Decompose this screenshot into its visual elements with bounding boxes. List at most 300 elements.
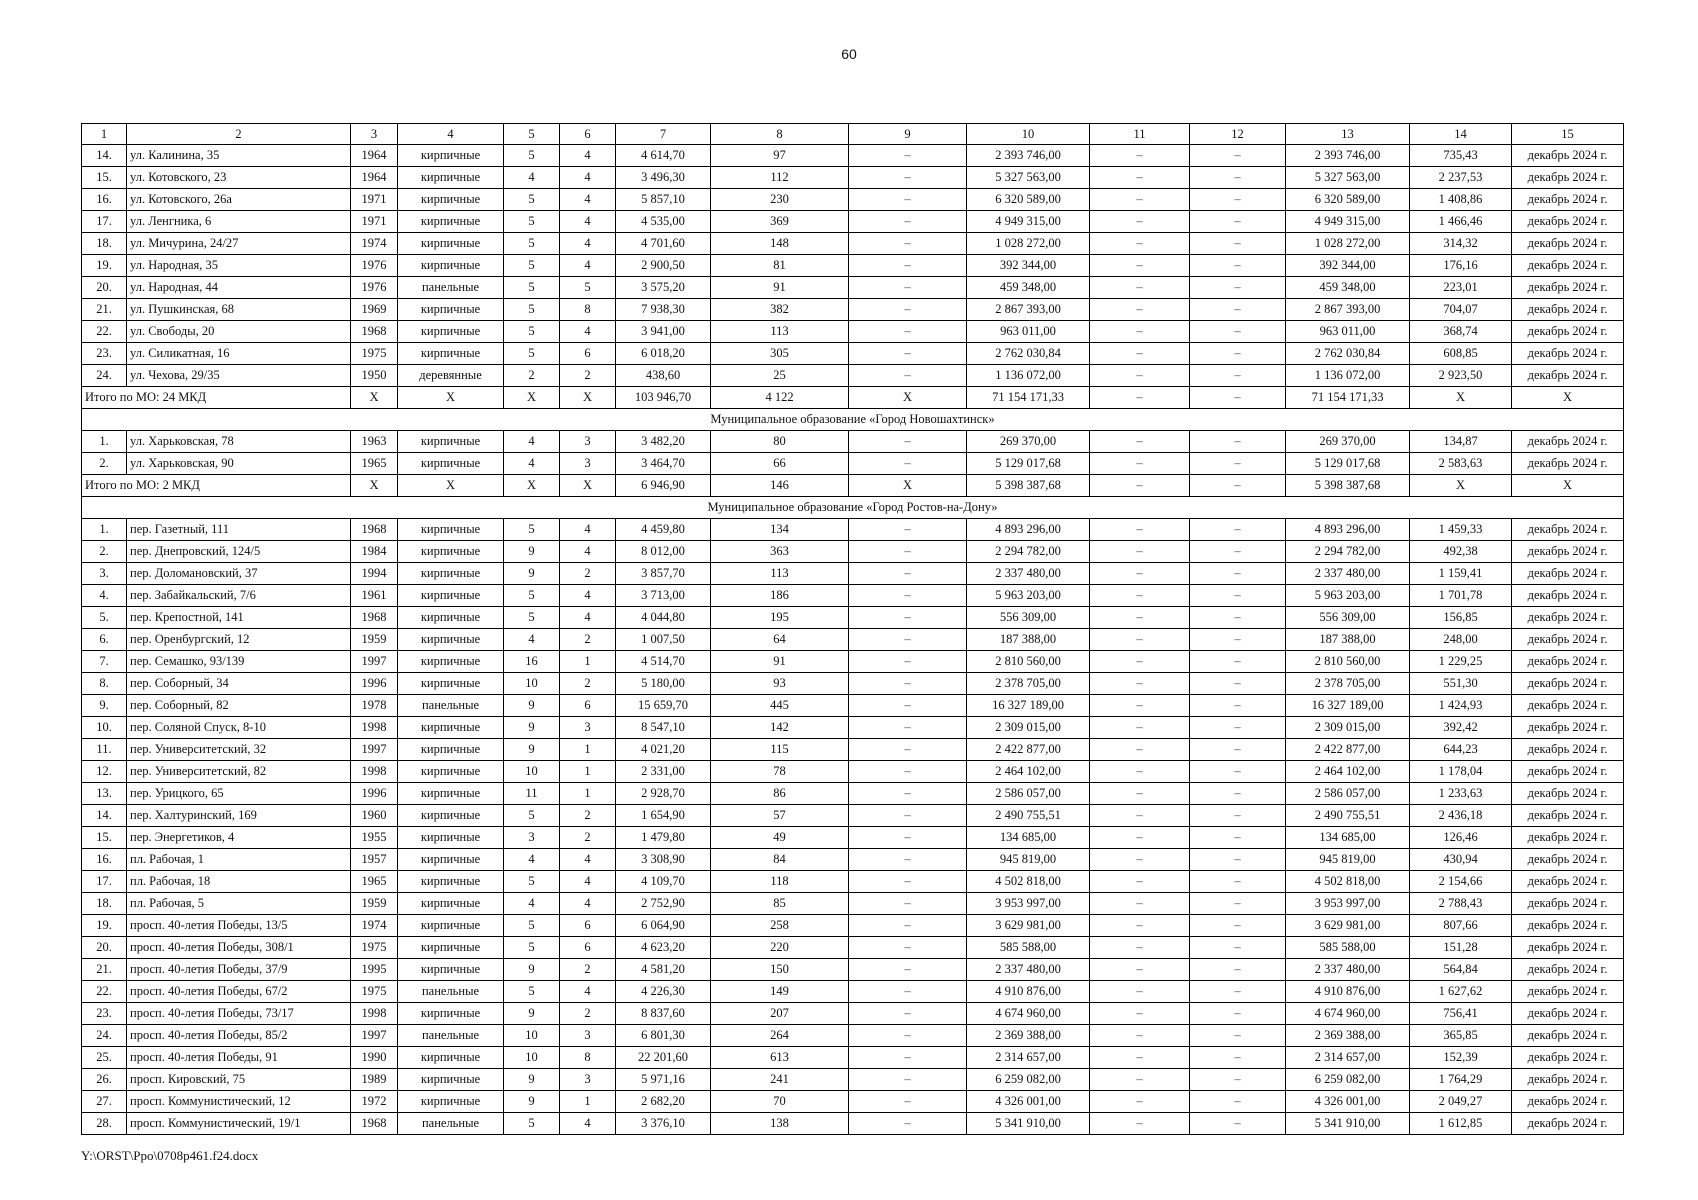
table-cell: кирпичные	[398, 783, 504, 805]
table-cell: –	[1190, 871, 1286, 893]
table-cell: 5	[504, 805, 560, 827]
table-row	[82, 431, 1624, 453]
table-cell: декабрь 2024 г.	[1512, 233, 1624, 255]
table-cell: 138	[711, 1113, 849, 1135]
table-cell: –	[1090, 189, 1190, 211]
table-row	[82, 1003, 1624, 1025]
table-cell: кирпичные	[398, 893, 504, 915]
table-row	[82, 277, 1624, 299]
table-row	[82, 937, 1624, 959]
table-row	[82, 915, 1624, 937]
table-cell: –	[1090, 167, 1190, 189]
table-cell: 4 581,20	[616, 959, 711, 981]
table-cell: –	[1090, 1069, 1190, 1091]
table-cell: 4 674 960,00	[1286, 1003, 1410, 1025]
table-cell: 6	[560, 915, 616, 937]
table-cell: 1 007,50	[616, 629, 711, 651]
table-cell: 1974	[351, 233, 398, 255]
table-cell: 1996	[351, 783, 398, 805]
table-cell: пер. Днепровский, 124/5	[127, 541, 351, 563]
table-cell: 1.	[82, 431, 127, 453]
table-cell: пер. Халтуринский, 169	[127, 805, 351, 827]
table-cell: –	[1190, 585, 1286, 607]
table-cell: 2	[560, 959, 616, 981]
table-cell: 142	[711, 717, 849, 739]
table-cell: 3	[504, 827, 560, 849]
table-cell: 4 326 001,00	[967, 1091, 1090, 1113]
table-cell: кирпичные	[398, 233, 504, 255]
table-cell: декабрь 2024 г.	[1512, 651, 1624, 673]
table-cell: –	[1190, 1047, 1286, 1069]
total-cell: X	[1512, 475, 1624, 497]
table-cell: –	[1190, 563, 1286, 585]
table-cell: –	[1190, 519, 1286, 541]
table-cell: 8 837,60	[616, 1003, 711, 1025]
table-cell: 4	[560, 849, 616, 871]
table-cell: 187 388,00	[967, 629, 1090, 651]
table-cell: 269 370,00	[1286, 431, 1410, 453]
table-cell: 1965	[351, 871, 398, 893]
table-cell: 4 893 296,00	[1286, 519, 1410, 541]
section-heading-row	[82, 409, 1624, 431]
table-cell: 2 867 393,00	[967, 299, 1090, 321]
table-cell: 258	[711, 915, 849, 937]
column-number-header: 13	[1286, 124, 1410, 145]
table-cell: 3 496,30	[616, 167, 711, 189]
table-cell: –	[1090, 805, 1190, 827]
table-cell: 15.	[82, 167, 127, 189]
table-cell: 14.	[82, 805, 127, 827]
table-cell: 1971	[351, 211, 398, 233]
table-cell: декабрь 2024 г.	[1512, 1047, 1624, 1069]
table-cell: 186	[711, 585, 849, 607]
table-cell: пер. Забайкальский, 7/6	[127, 585, 351, 607]
table-cell: 148	[711, 233, 849, 255]
table-cell: 6 320 589,00	[1286, 189, 1410, 211]
table-cell: 5	[504, 981, 560, 1003]
table-cell: декабрь 2024 г.	[1512, 607, 1624, 629]
table-cell: –	[1190, 453, 1286, 475]
table-body	[82, 124, 1624, 1135]
table-cell: кирпичные	[398, 1091, 504, 1113]
table-cell: 1968	[351, 1113, 398, 1135]
table-cell: кирпичные	[398, 827, 504, 849]
table-cell: 2 752,90	[616, 893, 711, 915]
table-cell: кирпичные	[398, 541, 504, 563]
table-row	[82, 1069, 1624, 1091]
table-row	[82, 827, 1624, 849]
table-cell: 1 654,90	[616, 805, 711, 827]
table-cell: 9	[504, 695, 560, 717]
table-cell: кирпичные	[398, 453, 504, 475]
column-number-header-row	[82, 124, 1624, 145]
table-cell: –	[849, 343, 967, 365]
table-cell: –	[1090, 299, 1190, 321]
table-cell: 4 674 960,00	[967, 1003, 1090, 1025]
table-cell: –	[1190, 541, 1286, 563]
table-cell: –	[1090, 519, 1190, 541]
table-cell: кирпичные	[398, 673, 504, 695]
total-cell: 6 946,90	[616, 475, 711, 497]
table-row	[82, 783, 1624, 805]
table-cell: 2 490 755,51	[1286, 805, 1410, 827]
table-cell: –	[849, 167, 967, 189]
table-cell: просп. 40-летия Победы, 73/17	[127, 1003, 351, 1025]
table-cell: ул. Ленгника, 6	[127, 211, 351, 233]
table-cell: –	[849, 541, 967, 563]
table-cell: –	[849, 717, 967, 739]
table-cell: 4	[504, 629, 560, 651]
table-cell: 26.	[82, 1069, 127, 1091]
table-cell: 2	[560, 365, 616, 387]
table-cell: 28.	[82, 1113, 127, 1135]
table-cell: 2 810 560,00	[1286, 651, 1410, 673]
table-cell: декабрь 2024 г.	[1512, 871, 1624, 893]
table-cell: 5 180,00	[616, 673, 711, 695]
table-row	[82, 959, 1624, 981]
table-cell: 16.	[82, 189, 127, 211]
table-cell: 4	[560, 585, 616, 607]
table-cell: –	[1190, 937, 1286, 959]
housing-repair-table	[81, 123, 1624, 1135]
table-row	[82, 167, 1624, 189]
table-cell: 4	[560, 871, 616, 893]
table-cell: –	[1090, 1091, 1190, 1113]
table-cell: 1995	[351, 959, 398, 981]
table-cell: 2 337 480,00	[967, 563, 1090, 585]
table-cell: декабрь 2024 г.	[1512, 1003, 1624, 1025]
table-cell: 176,16	[1410, 255, 1512, 277]
table-cell: 4	[560, 541, 616, 563]
table-cell: –	[1090, 233, 1190, 255]
table-cell: 4 459,80	[616, 519, 711, 541]
table-cell: 5 963 203,00	[1286, 585, 1410, 607]
table-cell: 1 229,25	[1410, 651, 1512, 673]
table-cell: 118	[711, 871, 849, 893]
table-cell: 4	[560, 211, 616, 233]
footer-file-path: Y:\ORST\Ppo\0708p461.f24.docx	[81, 1148, 259, 1163]
table-cell: 1974	[351, 915, 398, 937]
table-cell: 2 393 746,00	[1286, 145, 1410, 167]
table-cell: декабрь 2024 г.	[1512, 365, 1624, 387]
table-cell: 1968	[351, 519, 398, 541]
table-cell: ул. Котовского, 23	[127, 167, 351, 189]
table-cell: 80	[711, 431, 849, 453]
table-cell: 6	[560, 695, 616, 717]
table-cell: 5	[504, 145, 560, 167]
table-cell: –	[849, 607, 967, 629]
table-cell: –	[849, 673, 967, 695]
table-cell: –	[849, 849, 967, 871]
table-cell: пер. Оренбургский, 12	[127, 629, 351, 651]
table-cell: 1984	[351, 541, 398, 563]
table-cell: 78	[711, 761, 849, 783]
table-cell: кирпичные	[398, 717, 504, 739]
total-cell: X	[560, 387, 616, 409]
table-cell: 2 810 560,00	[967, 651, 1090, 673]
column-number-header: 10	[967, 124, 1090, 145]
table-cell: 23.	[82, 1003, 127, 1025]
table-cell: 2 378 705,00	[967, 673, 1090, 695]
table-cell: 4 326 001,00	[1286, 1091, 1410, 1113]
table-cell: –	[849, 981, 967, 1003]
table-cell: –	[1090, 255, 1190, 277]
table-cell: –	[849, 739, 967, 761]
table-cell: 5 341 910,00	[1286, 1113, 1410, 1135]
table-cell: 5	[504, 343, 560, 365]
table-cell: 2 586 057,00	[967, 783, 1090, 805]
table-cell: –	[1090, 541, 1190, 563]
table-cell: кирпичные	[398, 651, 504, 673]
table-cell: декабрь 2024 г.	[1512, 695, 1624, 717]
table-cell: 25	[711, 365, 849, 387]
table-cell: 1 159,41	[1410, 563, 1512, 585]
total-label: Итого по МО: 2 МКД	[82, 475, 351, 497]
total-cell: 103 946,70	[616, 387, 711, 409]
table-cell: ул. Силикатная, 16	[127, 343, 351, 365]
table-cell: 5 327 563,00	[1286, 167, 1410, 189]
table-cell: 25.	[82, 1047, 127, 1069]
table-cell: 4	[560, 167, 616, 189]
table-cell: 1998	[351, 717, 398, 739]
table-cell: 3 629 981,00	[967, 915, 1090, 937]
table-cell: декабрь 2024 г.	[1512, 145, 1624, 167]
table-cell: –	[849, 563, 967, 585]
table-cell: 4 535,00	[616, 211, 711, 233]
table-cell: –	[1190, 827, 1286, 849]
table-cell: –	[849, 277, 967, 299]
table-cell: 963 011,00	[967, 321, 1090, 343]
table-cell: –	[849, 651, 967, 673]
table-cell: 1996	[351, 673, 398, 695]
total-cell: –	[1190, 475, 1286, 497]
table-cell: 704,07	[1410, 299, 1512, 321]
table-cell: декабрь 2024 г.	[1512, 849, 1624, 871]
table-row	[82, 717, 1624, 739]
table-cell: 2 309 015,00	[1286, 717, 1410, 739]
table-cell: 5 963 203,00	[967, 585, 1090, 607]
table-cell: 6.	[82, 629, 127, 651]
table-cell: 84	[711, 849, 849, 871]
table-cell: 220	[711, 937, 849, 959]
table-cell: 1 612,85	[1410, 1113, 1512, 1135]
table-cell: –	[1190, 277, 1286, 299]
column-number-header: 9	[849, 124, 967, 145]
total-cell: 5 398 387,68	[1286, 475, 1410, 497]
table-cell: пер. Газетный, 111	[127, 519, 351, 541]
table-cell: 430,94	[1410, 849, 1512, 871]
table-cell: 115	[711, 739, 849, 761]
table-cell: кирпичные	[398, 211, 504, 233]
table-cell: –	[849, 871, 967, 893]
table-cell: 5	[504, 1113, 560, 1135]
table-cell: 585 588,00	[967, 937, 1090, 959]
table-cell: просп. 40-летия Победы, 67/2	[127, 981, 351, 1003]
table-row	[82, 585, 1624, 607]
table-cell: декабрь 2024 г.	[1512, 585, 1624, 607]
table-cell: –	[1090, 607, 1190, 629]
table-cell: панельные	[398, 695, 504, 717]
table-cell: 1989	[351, 1069, 398, 1091]
table-cell: –	[1190, 893, 1286, 915]
table-cell: 363	[711, 541, 849, 563]
table-cell: 2 314 657,00	[967, 1047, 1090, 1069]
table-cell: –	[1090, 453, 1190, 475]
table-cell: 4	[560, 607, 616, 629]
table-cell: 1955	[351, 827, 398, 849]
table-cell: 10	[504, 1025, 560, 1047]
table-cell: –	[1090, 849, 1190, 871]
table-cell: 6 259 082,00	[967, 1069, 1090, 1091]
table-row	[82, 1091, 1624, 1113]
table-cell: –	[1090, 365, 1190, 387]
table-cell: –	[1090, 695, 1190, 717]
table-cell: кирпичные	[398, 915, 504, 937]
table-row	[82, 211, 1624, 233]
table-cell: 2 900,50	[616, 255, 711, 277]
table-cell: –	[1090, 431, 1190, 453]
table-cell: 1959	[351, 629, 398, 651]
table-cell: 2 337 480,00	[1286, 959, 1410, 981]
table-cell: 2 436,18	[1410, 805, 1512, 827]
total-label: Итого по МО: 24 МКД	[82, 387, 351, 409]
table-cell: 9	[504, 739, 560, 761]
table-row	[82, 299, 1624, 321]
table-cell: –	[849, 1025, 967, 1047]
table-cell: 4	[560, 145, 616, 167]
table-cell: –	[1190, 717, 1286, 739]
table-cell: 1 136 072,00	[1286, 365, 1410, 387]
table-cell: 5	[504, 519, 560, 541]
table-cell: 1975	[351, 343, 398, 365]
table-cell: 15 659,70	[616, 695, 711, 717]
column-number-header: 8	[711, 124, 849, 145]
table-cell: 9	[504, 959, 560, 981]
table-cell: кирпичные	[398, 739, 504, 761]
table-cell: –	[1190, 607, 1286, 629]
table-cell: 8 547,10	[616, 717, 711, 739]
table-cell: 4	[560, 255, 616, 277]
table-cell: 8	[560, 1047, 616, 1069]
table-cell: –	[1090, 321, 1190, 343]
table-cell: ул. Пушкинская, 68	[127, 299, 351, 321]
table-cell: 5	[504, 915, 560, 937]
table-cell: 64	[711, 629, 849, 651]
table-row	[82, 629, 1624, 651]
table-cell: 1 233,63	[1410, 783, 1512, 805]
table-cell: –	[849, 937, 967, 959]
table-cell: 22.	[82, 321, 127, 343]
table-cell: 1997	[351, 651, 398, 673]
table-row	[82, 849, 1624, 871]
table-row	[82, 695, 1624, 717]
table-cell: –	[1190, 1113, 1286, 1135]
table-cell: кирпичные	[398, 761, 504, 783]
table-cell: 4	[504, 893, 560, 915]
table-cell: 2	[560, 1003, 616, 1025]
table-cell: 16 327 189,00	[967, 695, 1090, 717]
table-cell: 5	[504, 585, 560, 607]
table-cell: 3 941,00	[616, 321, 711, 343]
table-cell: пер. Урицкого, 65	[127, 783, 351, 805]
table-cell: 1 136 072,00	[967, 365, 1090, 387]
table-cell: 1.	[82, 519, 127, 541]
municipality-heading: Муниципальное образование «Город Ростов-на-Дону»	[82, 497, 1624, 519]
table-cell: 1975	[351, 937, 398, 959]
table-cell: 7 938,30	[616, 299, 711, 321]
table-cell: пл. Рабочая, 5	[127, 893, 351, 915]
table-cell: декабрь 2024 г.	[1512, 915, 1624, 937]
total-cell: X	[351, 387, 398, 409]
table-cell: 5.	[82, 607, 127, 629]
table-cell: 3 953 997,00	[1286, 893, 1410, 915]
table-cell: ул. Свободы, 20	[127, 321, 351, 343]
table-cell: 3 482,20	[616, 431, 711, 453]
page-number: 60	[841, 46, 857, 62]
table-cell: 1 627,62	[1410, 981, 1512, 1003]
table-cell: кирпичные	[398, 299, 504, 321]
table-cell: кирпичные	[398, 255, 504, 277]
table-cell: –	[1190, 651, 1286, 673]
table-cell: 6 801,30	[616, 1025, 711, 1047]
table-cell: 1 424,93	[1410, 695, 1512, 717]
table-cell: 2 237,53	[1410, 167, 1512, 189]
table-cell: 5 327 563,00	[967, 167, 1090, 189]
table-cell: 5	[504, 211, 560, 233]
total-row	[82, 387, 1624, 409]
table-cell: –	[1190, 695, 1286, 717]
table-cell: просп. Коммунистический, 12	[127, 1091, 351, 1113]
table-cell: 19.	[82, 255, 127, 277]
table-cell: ул. Народная, 44	[127, 277, 351, 299]
table-cell: 2 309 015,00	[967, 717, 1090, 739]
table-cell: 6	[560, 343, 616, 365]
table-cell: –	[849, 629, 967, 651]
table-cell: 369	[711, 211, 849, 233]
table-cell: декабрь 2024 г.	[1512, 453, 1624, 475]
table-cell: 9	[504, 1091, 560, 1113]
table-cell: 368,74	[1410, 321, 1512, 343]
table-cell: просп. Кировский, 75	[127, 1069, 351, 1091]
table-row	[82, 673, 1624, 695]
table-cell: 2 490 755,51	[967, 805, 1090, 827]
table-row	[82, 519, 1624, 541]
table-cell: –	[849, 211, 967, 233]
table-cell: 3 376,10	[616, 1113, 711, 1135]
table-cell: просп. 40-летия Победы, 308/1	[127, 937, 351, 959]
table-cell: –	[849, 959, 967, 981]
table-cell: –	[1090, 277, 1190, 299]
table-cell: 6 064,90	[616, 915, 711, 937]
total-cell: X	[1512, 387, 1624, 409]
table-cell: 1971	[351, 189, 398, 211]
table-cell: 3 629 981,00	[1286, 915, 1410, 937]
table-cell: –	[1190, 761, 1286, 783]
table-cell: –	[1190, 629, 1286, 651]
table-cell: 5	[504, 255, 560, 277]
table-cell: 112	[711, 167, 849, 189]
table-cell: 4	[560, 981, 616, 1003]
table-cell: 1997	[351, 739, 398, 761]
table-cell: 22.	[82, 981, 127, 1003]
table-cell: –	[1090, 761, 1190, 783]
table-cell: –	[849, 255, 967, 277]
table-cell: 4.	[82, 585, 127, 607]
table-row	[82, 321, 1624, 343]
table-cell: декабрь 2024 г.	[1512, 1113, 1624, 1135]
column-number-header: 5	[504, 124, 560, 145]
total-cell: X	[398, 475, 504, 497]
